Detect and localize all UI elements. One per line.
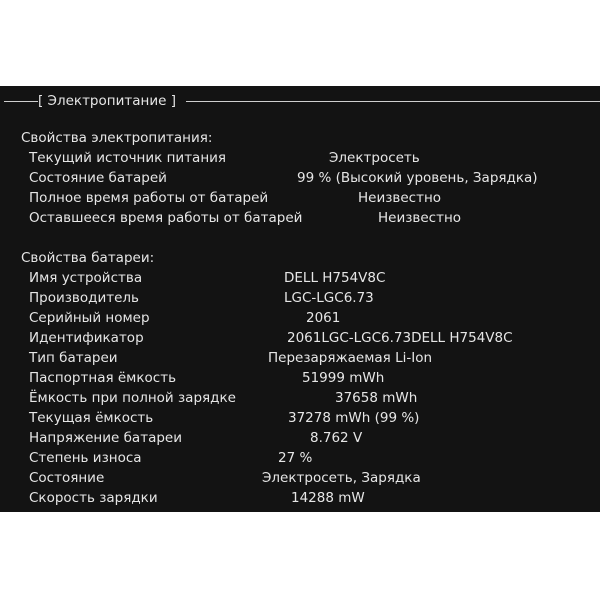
row-value: Электросеть, Зарядка bbox=[262, 470, 421, 486]
row-value: 27 % bbox=[278, 450, 313, 466]
row-value: LGC-LGC6.73 bbox=[284, 290, 374, 306]
row-label: Текущий источник питания bbox=[29, 150, 227, 166]
row-value: 14288 mW bbox=[291, 490, 365, 506]
row-value: DELL H754V8C bbox=[284, 270, 386, 286]
battery-row-device-name bbox=[0, 268, 600, 288]
row-label: Состояние батарей bbox=[29, 170, 167, 186]
row-value: 37658 mWh bbox=[335, 390, 418, 406]
power-row-source bbox=[0, 148, 600, 168]
row-value: 37278 mWh (99 %) bbox=[288, 410, 420, 426]
row-label: Полное время работы от батарей bbox=[29, 190, 269, 206]
row-value: 99 % (Высокий уровень, Зарядка) bbox=[297, 170, 538, 186]
row-label: Скорость зарядки bbox=[29, 490, 158, 506]
row-value: 2061LGC-LGC6.73DELL H754V8C bbox=[287, 330, 513, 346]
power-row-battery-state bbox=[0, 168, 600, 188]
row-label: Текущая ёмкость bbox=[29, 410, 154, 426]
panel-title: [ Электропитание ] bbox=[38, 93, 176, 109]
row-value: Неизвестно bbox=[378, 210, 462, 226]
row-label: Производитель bbox=[29, 290, 140, 306]
row-value: 8.762 V bbox=[310, 430, 363, 446]
battery-row-serial bbox=[0, 308, 600, 328]
row-value: Электросеть bbox=[329, 150, 420, 166]
row-value: Неизвестно bbox=[358, 190, 442, 206]
row-label: Оставшееся время работы от батарей bbox=[29, 210, 303, 226]
battery-row-type bbox=[0, 348, 600, 368]
row-label: Состояние bbox=[29, 470, 105, 486]
row-label: Ёмкость при полной зарядке bbox=[29, 390, 236, 406]
title-divider-right bbox=[186, 101, 600, 102]
power-properties-heading: Свойства электропитания: bbox=[21, 130, 213, 146]
battery-row-charge-rate bbox=[0, 488, 600, 508]
row-label: Тип батареи bbox=[29, 350, 118, 366]
row-value: 51999 mWh bbox=[302, 370, 385, 386]
row-label: Имя устройства bbox=[29, 270, 143, 286]
row-label: Серийный номер bbox=[29, 310, 150, 326]
power-row-full-time bbox=[0, 188, 600, 208]
battery-row-full-charge-capacity bbox=[0, 388, 600, 408]
battery-row-design-capacity bbox=[0, 368, 600, 388]
row-label: Напряжение батареи bbox=[29, 430, 182, 446]
battery-row-state bbox=[0, 468, 600, 488]
panel-title-bar bbox=[0, 92, 600, 112]
row-label: Паспортная ёмкость bbox=[29, 370, 177, 386]
power-panel bbox=[0, 86, 600, 512]
row-label: Идентификатор bbox=[29, 330, 144, 346]
row-label: Степень износа bbox=[29, 450, 142, 466]
battery-row-identifier bbox=[0, 328, 600, 348]
battery-row-manufacturer bbox=[0, 288, 600, 308]
power-row-remaining-time bbox=[0, 208, 600, 228]
row-value: 2061 bbox=[306, 310, 341, 326]
battery-row-current-capacity bbox=[0, 408, 600, 428]
battery-row-voltage bbox=[0, 428, 600, 448]
title-divider-left bbox=[4, 101, 38, 102]
battery-properties-heading: Свойства батареи: bbox=[21, 250, 155, 266]
battery-row-wear-level bbox=[0, 448, 600, 468]
row-value: Перезаряжаемая Li-Ion bbox=[268, 350, 433, 366]
